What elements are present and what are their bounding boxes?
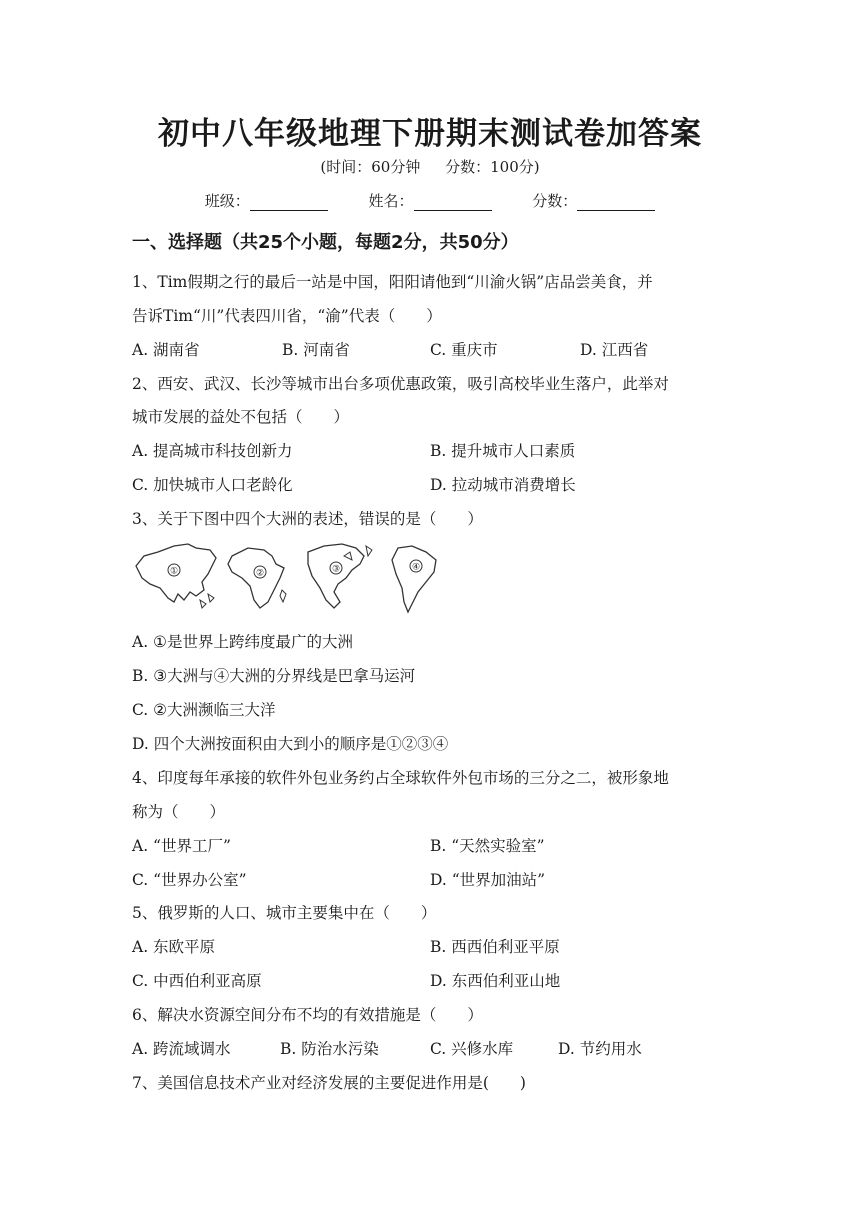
class-blank	[250, 196, 328, 211]
page-title: 初中八年级地理下册期末测试卷加答案	[158, 116, 702, 152]
points-blank	[577, 196, 655, 211]
q1-stem-line1: 1、Tim假期之行的最后一站是中国，阳阳请他到“川渝火锅”店品尝美食，并	[132, 273, 653, 291]
student-info	[0, 190, 860, 211]
q7-stem-line1: 7、美国信息技术产业对经济发展的主要促进作用是( )	[132, 1074, 526, 1092]
q6-option-c: C. 兴修水库	[430, 1040, 514, 1058]
exam-meta	[0, 156, 860, 177]
q4-stem-line1: 4、印度每年承接的软件外包业务约占全球软件外包市场的三分之二，被形象地	[132, 769, 669, 787]
continent-maps-figure	[130, 538, 450, 618]
points-field	[532, 190, 655, 211]
q1-stem-line2: 告诉Tim“川”代表四川省，“渝”代表（ ）	[132, 307, 442, 325]
q2-stem-line1: 2、西安、武汉、长沙等城市出台多项优惠政策，吸引高校毕业生落户，此举对	[132, 375, 669, 393]
q2-option-c: C. 加快城市人口老龄化	[132, 476, 293, 494]
q1-option-a: A. 湖南省	[132, 341, 200, 359]
points-label: 分数：	[532, 192, 578, 210]
q4-option-b: B. “天然实验室”	[430, 837, 545, 855]
name-label: 姓名：	[368, 192, 414, 210]
q2-option-b: B. 提升城市人口素质	[430, 442, 576, 460]
map-label-1: ①	[169, 566, 179, 577]
q6-option-b: B. 防治水污染	[280, 1040, 379, 1058]
q3-option-b: B. ③大洲与④大洲的分界线是巴拿马运河	[132, 667, 416, 685]
class-label: 班级：	[204, 192, 250, 210]
q4-stem-line2: 称为（ ）	[132, 803, 226, 821]
q2-option-a: A. 提高城市科技创新力	[132, 442, 293, 460]
class-field	[205, 190, 328, 211]
q3-option-c: C. ②大洲濒临三大洋	[132, 701, 276, 719]
q5-option-d: D. 东西伯利亚山地	[430, 972, 561, 990]
q3-option-d: D. 四个大洲按面积由大到小的顺序是①②③④	[132, 735, 449, 753]
africa-map	[228, 548, 286, 608]
section-heading: 一、选择题（共25个小题，每题2分，共50分）	[132, 232, 519, 253]
q5-option-b: B. 西西伯利亚平原	[430, 938, 560, 956]
q6-option-d: D. 节约用水	[558, 1040, 642, 1058]
q6-stem-line1: 6、解决水资源空间分布不均的有效措施是（ ）	[132, 1006, 483, 1024]
q5-stem-line1: 5、俄罗斯的人口、城市主要集中在（ ）	[132, 904, 437, 922]
south-america-map	[392, 546, 436, 612]
q4-option-c: C. “世界办公室”	[132, 871, 247, 889]
exam-time: (时间：60分钟	[320, 158, 421, 176]
map-label-4: ④	[411, 562, 421, 573]
asia-map	[136, 544, 216, 608]
q2-stem-line2: 城市发展的益处不包括（ ）	[132, 408, 350, 426]
name-field	[368, 190, 491, 211]
q1-option-c: C. 重庆市	[430, 341, 498, 359]
q3-option-a: A. ①是世界上跨纬度最广的大洲	[132, 633, 353, 651]
map-label-2: ②	[255, 568, 265, 579]
q4-option-a: A. “世界工厂”	[132, 837, 231, 855]
map-label-3: ③	[331, 564, 341, 575]
q2-option-d: D. 拉动城市消费增长	[430, 476, 576, 494]
q4-option-d: D. “世界加油站”	[430, 871, 546, 889]
q6-option-a: A. 跨流域调水	[132, 1040, 231, 1058]
q1-option-d: D. 江西省	[580, 341, 649, 359]
name-blank	[414, 196, 492, 211]
q3-stem-line1: 3、关于下图中四个大洲的表述，错误的是（ ）	[132, 510, 483, 528]
q5-option-c: C. 中西伯利亚高原	[132, 972, 262, 990]
q1-option-b: B. 河南省	[282, 341, 350, 359]
exam-score: 分数：100分)	[445, 158, 540, 176]
north-america-map	[308, 544, 372, 608]
q5-option-a: A. 东欧平原	[132, 938, 216, 956]
